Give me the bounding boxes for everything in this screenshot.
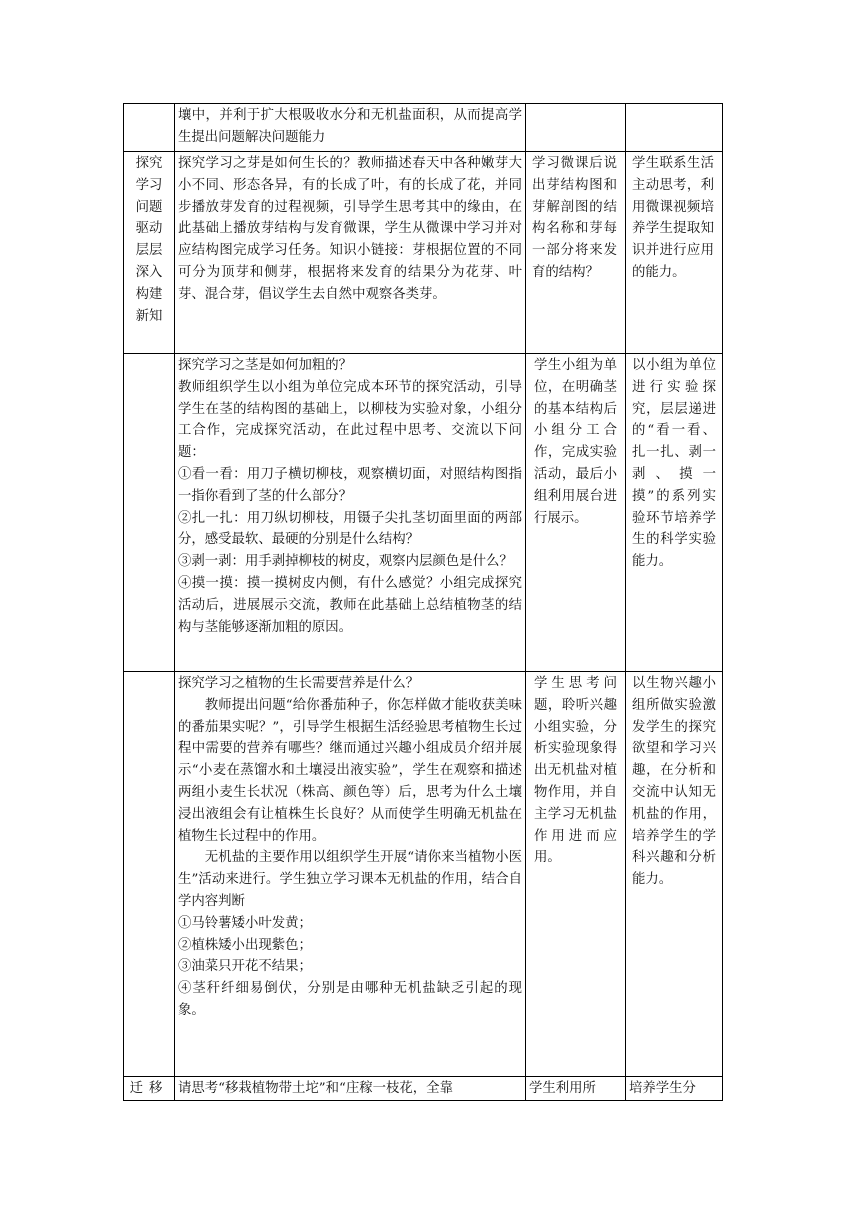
activity-paragraph: ②植株矮小出现紫色； bbox=[178, 937, 312, 953]
activity-paragraph: ③剥一剥：用手剥掉柳枝的树皮，观察内层颜色是什么？ bbox=[178, 554, 513, 570]
student-cell: 学生思考问题，聆听兴趣小组实验，分析实验现象得出无机盐对植物作用，并自主学习无机盐作用进而应用。 bbox=[526, 672, 626, 1077]
intent-cell bbox=[626, 104, 723, 152]
activity-paragraph: 教师组织学生以小组为单位完成本环节的探究活动，引导学生在茎的结构图的基础上，以柳枝为实验对象，小组分工合作，完成探究活动，在此过程中思考、交流以下问题： bbox=[178, 379, 522, 461]
activity-paragraph: ①马铃薯矮小叶发黄； bbox=[178, 915, 312, 931]
table-row bbox=[124, 152, 723, 354]
activity-cell bbox=[175, 1077, 526, 1101]
activity-paragraph: ③油菜只开花不结果； bbox=[178, 959, 312, 975]
activity-paragraph: 教师提出问题“给你番茄种子，你怎样做才能收获美味的番茄果实呢？”，引导学生根据生活经验思考植物生长过程中需要的营养有哪些？继而通过兴趣小组成员介绍并展示“小麦在蒸馏水和土壤浸出液实验”，学生在观察和描述两组小麦生长状况（株高、颜色等）后，思考为什么土壤浸出液组会有让植株生长良好？从而使学生明确无机盐在植物生长过程中的作用。 bbox=[178, 697, 522, 844]
activity-cell bbox=[175, 152, 526, 354]
stage-cell bbox=[124, 104, 175, 152]
activity-paragraph: 请思考“移栽植物带土坨”和“庄稼一枝花，全靠 bbox=[178, 1081, 453, 1096]
activity-paragraph: ①看一看：用刀子横切柳枝，观察横切面，对照结构图指一指你看到了茎的什么部分？ bbox=[178, 466, 522, 504]
stage-cell: 迁移 bbox=[124, 1077, 175, 1101]
activity-paragraph: ④摸一摸：摸一摸树皮内侧，有什么感觉？小组完成探究活动后，进展展示交流，教师在此基础上总结植物茎的结构与茎能够逐渐加粗的原因。 bbox=[178, 575, 522, 635]
stage-cell: 探究学习问题驱动层层深入构建新知 bbox=[124, 152, 175, 354]
intent-cell: 学生联系生活主动思考，利用微课视频培养学生提取知识并进行应用的能力。 bbox=[626, 152, 723, 354]
intent-cell: 以生物兴趣小组所做实验激发学生的探究欲望和学习兴趣，在分析和交流中认知无机盐的作用，培养学生的学科兴趣和分析能力。 bbox=[626, 672, 723, 1077]
activity-paragraph: 无机盐的主要作用以组织学生开展“请你来当植物小医生”活动来进行。学生独立学习课本无机盐的作用，结合自学内容判断 bbox=[178, 850, 522, 909]
stage-cell bbox=[124, 672, 175, 1077]
student-cell bbox=[526, 104, 626, 152]
activity-cell bbox=[175, 672, 526, 1077]
student-cell: 学习微课后说出芽结构图和芽解剖图的结构名称和芽每一部分将来发育的结构？ bbox=[526, 152, 626, 354]
table-row bbox=[124, 1077, 723, 1101]
table-row bbox=[124, 354, 723, 672]
lesson-plan-table bbox=[123, 103, 723, 1101]
activity-paragraph: 探究学习之芽是如何生长的？教师描述春天中各种嫩芽大小不同、形态各异，有的长成了叶，有的长成了花，并同步播放芽发育的过程视频，引导学生思考其中的缘由，在此基础上播放芽结构与发育微课，学生从微课中学习并对应结构图完成学习任务。知识小链接：芽根据位置的不同可分为顶芽和侧芽，根据将来发育的结果分为花芽、叶芽、混合芽，倡议学生去自然中观察各类芽。 bbox=[178, 156, 522, 302]
table-row bbox=[124, 104, 723, 152]
intent-cell: 培养学生分 bbox=[626, 1077, 723, 1101]
table-row bbox=[124, 672, 723, 1077]
activity-paragraph: ④茎秆纤细易倒伏，分别是由哪种无机盐缺乏引起的现象。 bbox=[178, 981, 522, 1018]
stage-cell bbox=[124, 354, 175, 672]
activity-paragraph: 探究学习之茎是如何加粗的？ bbox=[178, 358, 353, 373]
activity-paragraph: 探究学习之植物的生长需要营养是什么？ bbox=[178, 676, 420, 691]
intent-cell: 以小组为单位进行实验探究，层层递进的“看一看、扎一扎、剥一剥、摸一摸”的系列实验环节培养学生的科学实验能力。 bbox=[626, 354, 723, 672]
student-cell: 学生小组为单位，在明确茎的基本结构后小组分工合作，完成实验活动，最后小组利用展台进行展示。 bbox=[526, 354, 626, 672]
activity-paragraph: ②扎一扎：用刀纵切柳枝，用镊子尖扎茎切面里面的两部分，感受最软、最硬的分别是什么结构？ bbox=[178, 510, 522, 548]
activity-cell bbox=[175, 104, 526, 152]
activity-cell bbox=[175, 354, 526, 672]
activity-paragraph: 壤中，并利于扩大根吸收水分和无机盐面积，从而提高学生提出问题解决问题能力 bbox=[178, 108, 522, 145]
student-cell: 学生利用所 bbox=[526, 1077, 626, 1101]
